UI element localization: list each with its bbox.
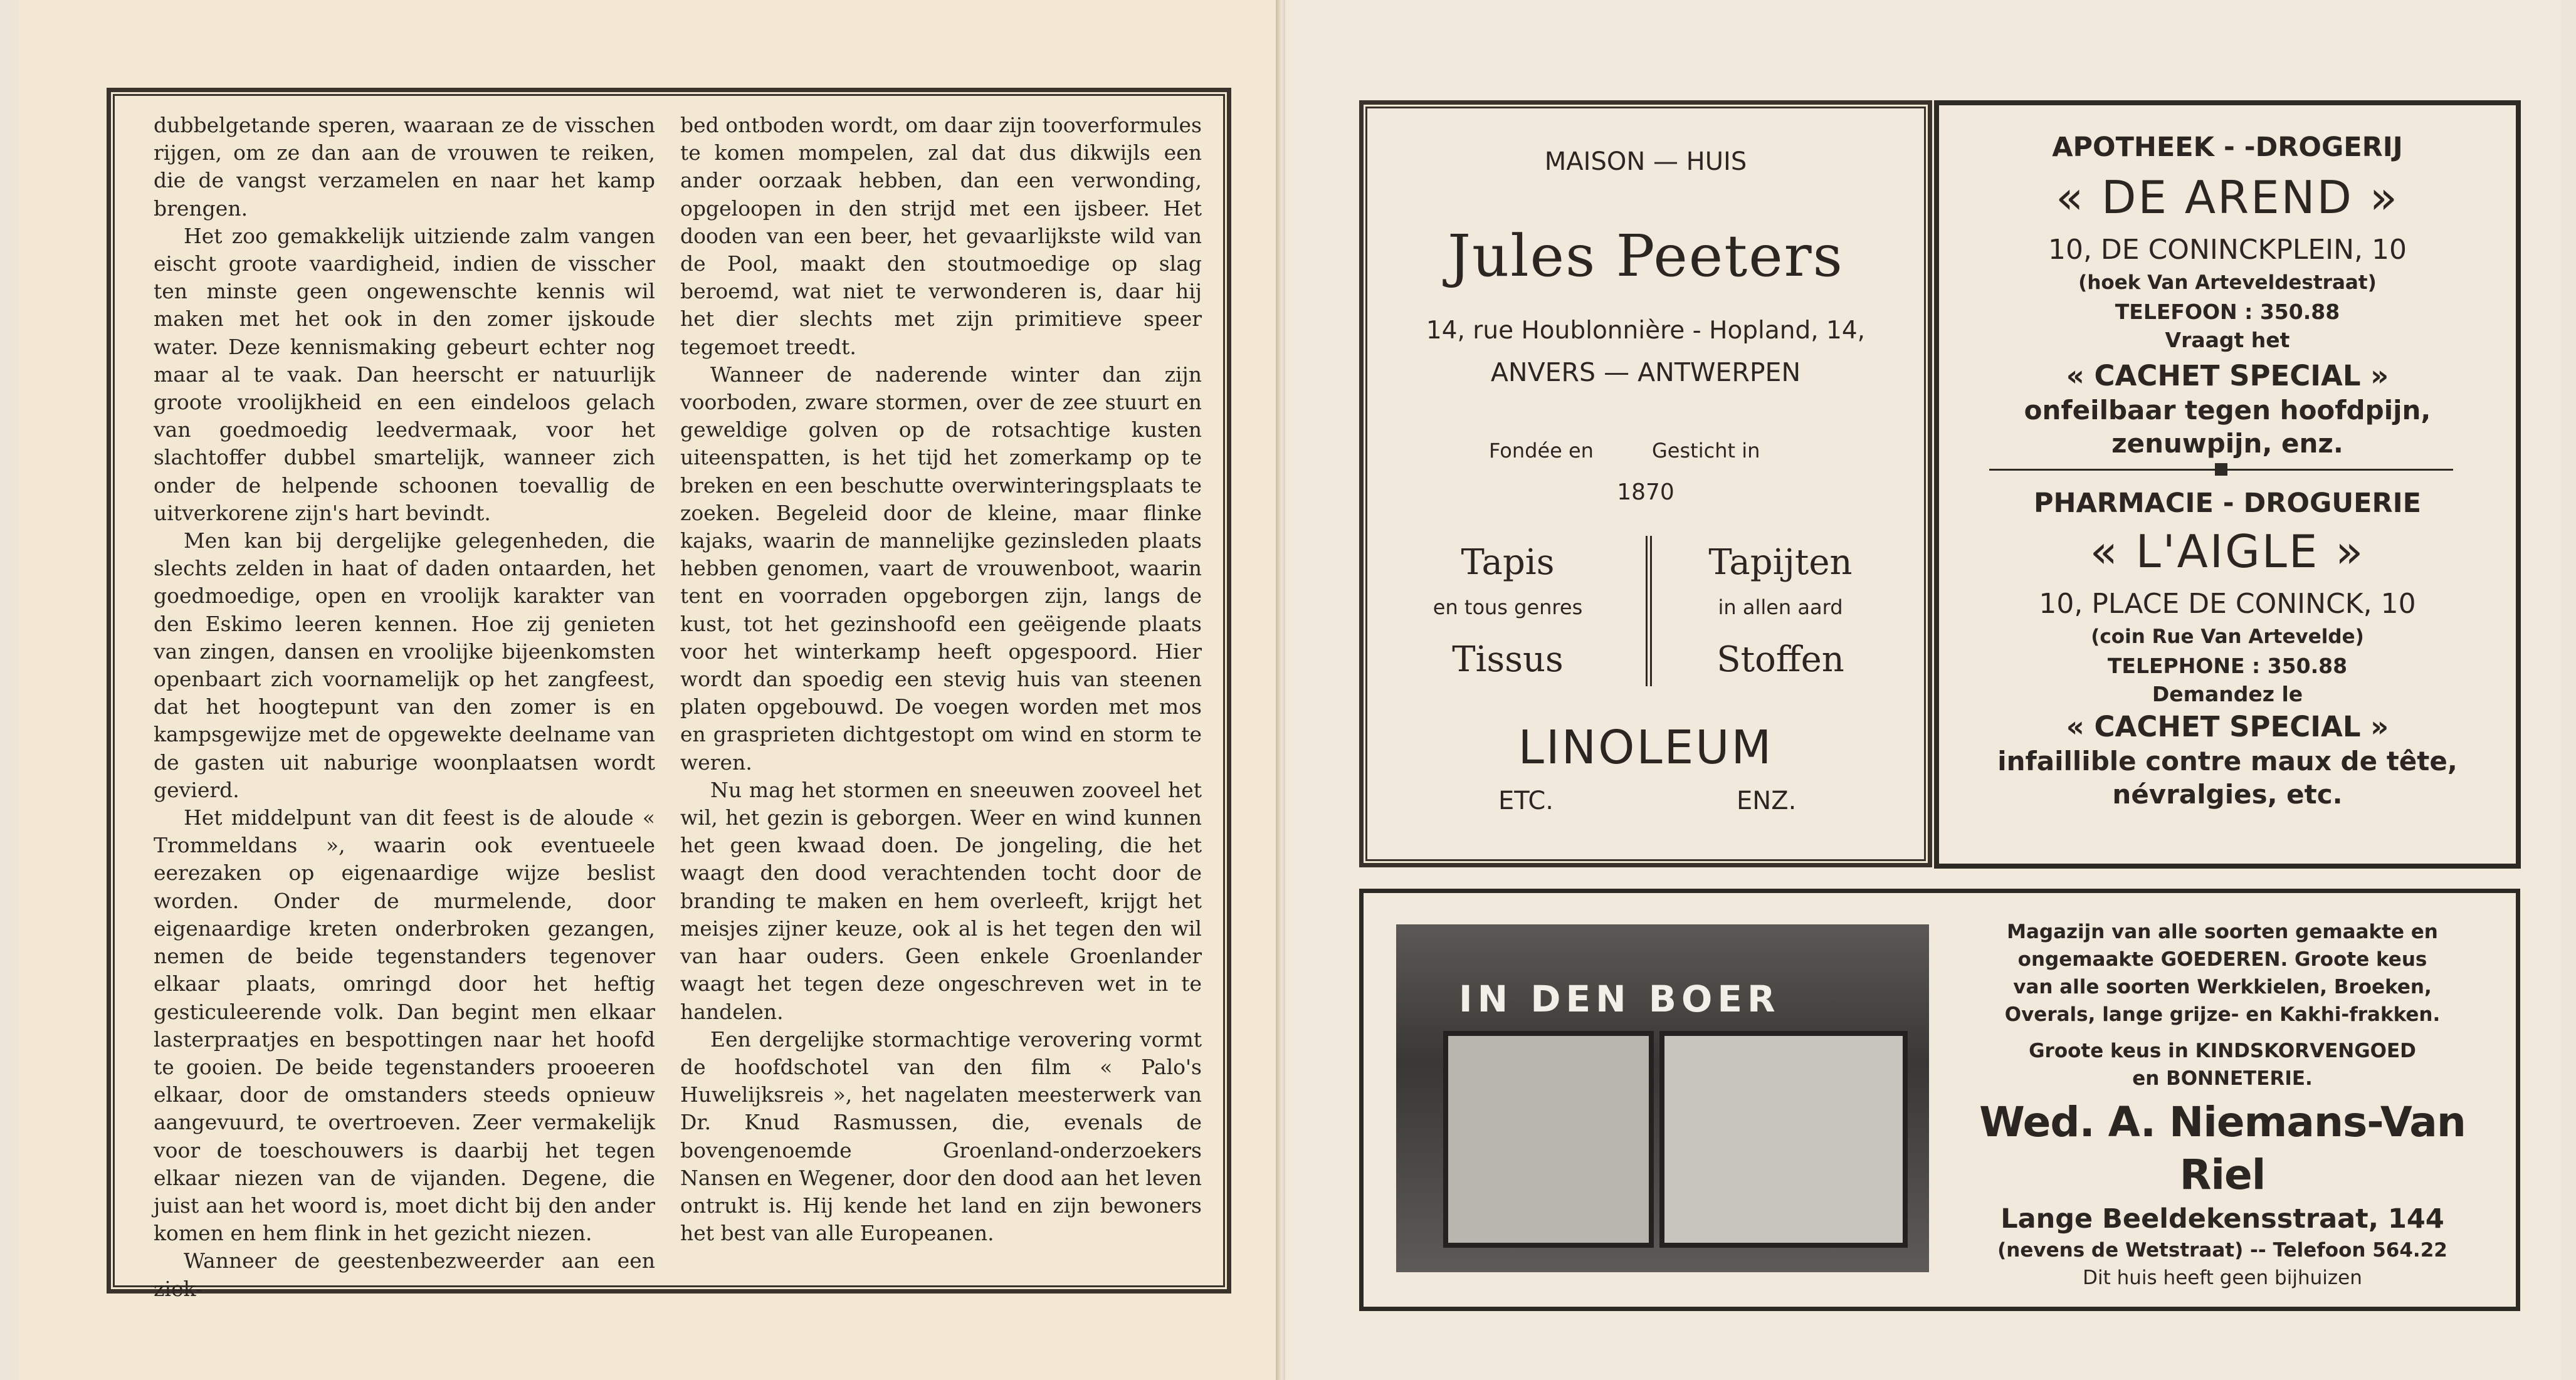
aigle-ask: Demandez le bbox=[2152, 682, 2303, 706]
boer-ad bbox=[1359, 889, 2520, 1311]
aigle-address: 10, PLACE DE CONINCK, 10 bbox=[2039, 588, 2416, 620]
tapijten-label: Tapijten bbox=[1708, 542, 1853, 583]
city: ANVERS — ANTWERPEN bbox=[1490, 357, 1801, 387]
boer-line: van alle soorten Werkkielen, Broeken, bbox=[2013, 976, 2432, 998]
boer-line: Groote keus in KINDSKORVENGOED bbox=[2029, 1040, 2416, 1062]
tapis-label: Tapis bbox=[1461, 542, 1555, 583]
founded-fr: Fondée en bbox=[1489, 439, 1594, 463]
arend-address: 10, DE CONINCKPLEIN, 10 bbox=[2048, 234, 2407, 266]
boer-near: (nevens de Wetstraat) -- Telefoon 564.22 bbox=[1997, 1239, 2447, 1262]
storefront-photo bbox=[1396, 924, 1929, 1272]
text-column-1 bbox=[154, 112, 655, 1303]
paragraph: Men kan bij dergelijke gelegenheden, die slechts zelden in haat of daden ontaarden, het goedmoedige, open en vroolijk karakter van den Eskimo leeren kennen. Hoe zij genieten van zingen, dansen en vroolijke bijeenkomsten openbaart zich voornamelijk op het zangfeest, dat het hoogtepunt van den zomer is en kampsgewijze met de opgewekte deelname van de gasten uit naburige woonplaatsen wordt gevierd. bbox=[154, 528, 655, 802]
arend-title: APOTHEEK - -DROGERIJ bbox=[2052, 132, 2403, 163]
maison-label: MAISON — HUIS bbox=[1544, 147, 1747, 176]
tapis-sub: en tous genres bbox=[1433, 595, 1583, 619]
arend-claim: zenuwpijn, enz. bbox=[2111, 428, 2343, 459]
tissus-label: Tissus bbox=[1452, 639, 1564, 680]
storefront-window bbox=[1659, 1031, 1908, 1248]
shop-sign: IN DEN BOER bbox=[1459, 978, 1780, 1020]
arend-claim: onfeilbaar tegen hoofdpijn, bbox=[2024, 395, 2431, 426]
storefront-window bbox=[1443, 1031, 1654, 1248]
arend-corner: (hoek Van Arteveldestraat) bbox=[2078, 271, 2377, 294]
paragraph: Een dergelijke stormachtige verovering vormt de hoofdschotel van den film « Palo's Huwelijksreis », het nagelaten meesterwerk van Dr. Knud Rasmussen, die, evenals de bovengenoemde Groenland-onderzoekers Nansen en Wegener, door den dood aan het leven ontrukt is. Hij kende het land en zijn bewoners het best van alle Europeanen. bbox=[680, 1027, 1202, 1246]
paragraph: Wanneer de naderende winter dan zijn voorboden, zware stormen, over de zee stuurt en geweldige golven op de rotsachtige kusten uiteenspatten, is het tijd het zomerkamp op te breken en een beschutte overwinteringsplaats te zoeken. Begeleid door de kleine, maar flinke kajaks, waarin de mannelijke gezinsleden plaats hebben genomen, vaart de vrouwenboot, waarin tent en voorraden opgeborgen zijn, langs de kust, tot het gezinshoofd een geëigende plaats voor het winterkamp heeft opgespoord. Hier wordt dan spoedig een stevig huis van steenen platen opgebouwd. De voegen worden met mos en grasprieten dichtgestopt om wind en storm te weren. bbox=[680, 362, 1202, 775]
founded-year: 1870 bbox=[1617, 479, 1674, 505]
right-page bbox=[1285, 0, 2561, 1380]
boer-name: Wed. A. Niemans-Van Riel bbox=[1979, 1098, 2466, 1199]
company-name: Jules Peeters bbox=[1448, 222, 1844, 290]
founded-nl: Gesticht in bbox=[1652, 439, 1760, 463]
paragraph: dubbelgetande speren, waaraan ze de visschen rijgen, om ze dan aan de vrouwen te reiken, die de vangst verzamelen en naar het kamp brengen. bbox=[154, 113, 655, 221]
tapijten-sub: in allen aard bbox=[1718, 595, 1843, 619]
boer-note: Dit huis heeft geen bijhuizen bbox=[2083, 1267, 2362, 1289]
boer-line: Overals, lange grijze- en Kakhi-frakken. bbox=[2004, 1003, 2441, 1026]
text-column-2 bbox=[680, 112, 1202, 1247]
arend-name: « DE AREND » bbox=[2056, 171, 2399, 224]
enz-label: ENZ. bbox=[1737, 787, 1797, 815]
aigle-product: « CACHET SPECIAL » bbox=[2066, 710, 2389, 743]
linoleum-label: LINOLEUM bbox=[1518, 721, 1774, 775]
stoffen-label: Stoffen bbox=[1716, 639, 1844, 680]
paragraph: Nu mag het stormen en sneeuwen zooveel het wil, het gezin is geborgen. Weer en wind kunnen het geen kwaad doen. De jongeling, die het waagt den dood verachtenden tocht door de branding te maken en hem overleeft, krijgt het meisjes zijner keuze, ook al is het tegen den wil van haar ouders. Geen enkele Groenlander waagt het tegen deze ongeschreven wet in te handelen. bbox=[680, 777, 1202, 1024]
paragraph: Het middelpunt van dit feest is de aloude « Trommeldans », waarin ook eventueele eerezaken op eigenaardige wijze beslist worden. Onder de murmelende, door eigenaardige kreten onderbroken gezangen, nemen de beide tegenstanders tegenover elkaar plaats, omringd door het heftig gesticuleerende volk. Dan begint men elkaar lasterpraatjes en bespottingen naar het hoofd te gooien. De beide tegenstanders prooeeren elkaar, door de omstanders steeds opnieuw aangevuurd, te overtroeven. Zeer vermakelijk voor de toeschouwers is daarbij het tegen elkaar niezen van de vijanden. Degene, die juist aan het woord is, moet dicht bij den ander komen en hem flink in het gezicht niezen. bbox=[154, 805, 655, 1246]
address: 14, rue Houblonnière - Hopland, 14, bbox=[1426, 316, 1866, 345]
boer-text bbox=[1950, 918, 2495, 1292]
paragraph: Het zoo gemakkelijk uitziende zalm vangen eischt groote vaardigheid, indien de visscher ten minste geen ongewenschte kennis wil maken met het ook in den zomer ijskoude water. Deze kennismaking gebeurt echter nog maar al te vaak. Dan heerscht er natuurlijk groote vroolijkheid en een eindeloos gelach van goedmoedig leedvermaak, voor het slachtoffer dubbel smartelijk, wanneer zich onder de helpende schoonen toevallig de uitverkorene zijn's hart bevindt. bbox=[154, 223, 655, 525]
paragraph: bed ontboden wordt, om daar zijn tooverformules te komen mompelen, zal dat dus dikwijls een ander oorzaak hebben, dan een verwonding, opgeloopen in den strijd met een ijsbeer. Het dooden van een beer, het gevaarlijkste wild van de Pool, maakt den stoutmoedige op slag beroemd, wat niet te verwonderen is, daar hij het dier slechts met zijn primitieve speer tegemoet treedt. bbox=[680, 113, 1202, 359]
aigle-title: PHARMACIE - DROGUERIE bbox=[2033, 488, 2422, 519]
arend-ask: Vraagt het bbox=[2165, 328, 2290, 352]
left-page bbox=[19, 0, 1277, 1380]
aigle-claim: névralgies, etc. bbox=[2112, 779, 2343, 810]
boer-line: ongemaakte GOEDEREN. Groote keus bbox=[2017, 948, 2427, 971]
divider-square bbox=[2215, 463, 2227, 476]
paragraph: Wanneer de geestenbezweerder aan een ziek- bbox=[154, 1248, 655, 1301]
arend-phone: TELEFOON : 350.88 bbox=[2115, 300, 2340, 324]
aigle-phone: TELEPHONE : 350.88 bbox=[2107, 654, 2348, 678]
etc-label: ETC. bbox=[1498, 787, 1554, 815]
boer-line: en BONNETERIE. bbox=[2132, 1067, 2313, 1090]
divider bbox=[1646, 536, 1652, 686]
aigle-corner: (coin Rue Van Artevelde) bbox=[2091, 625, 2364, 648]
arend-ad bbox=[1934, 100, 2521, 869]
aigle-claim: infaillible contre maux de tête, bbox=[1997, 746, 2458, 776]
boer-line: Magazijn van alle soorten gemaakte en bbox=[2007, 921, 2438, 943]
boer-street: Lange Beeldekensstraat, 144 bbox=[2000, 1203, 2444, 1235]
arend-product: « CACHET SPECIAL » bbox=[2066, 359, 2389, 392]
aigle-name: « L'AIGLE » bbox=[2090, 525, 2365, 578]
peeters-ad bbox=[1373, 116, 1918, 855]
